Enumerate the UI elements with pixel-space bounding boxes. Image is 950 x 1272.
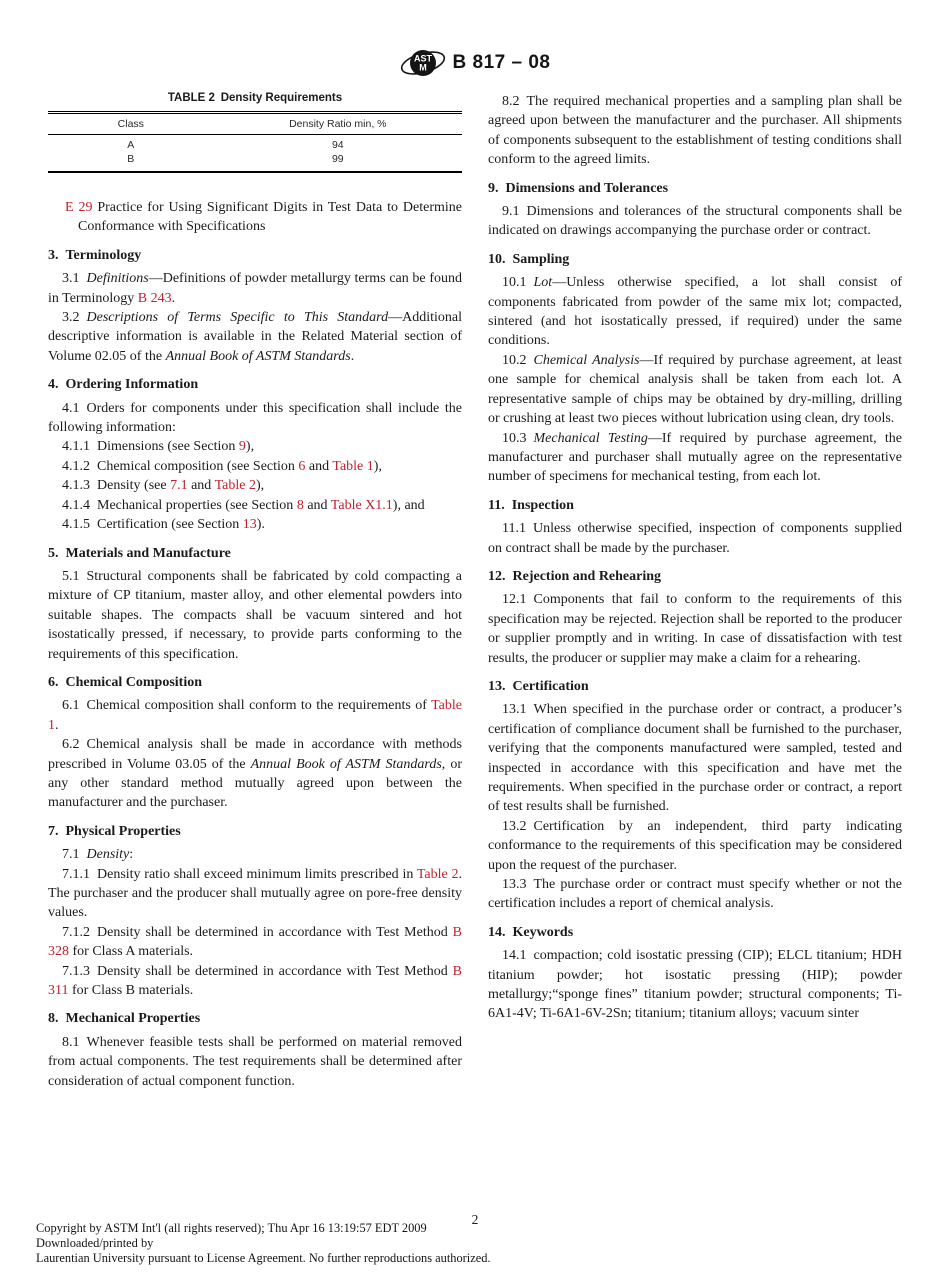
text-run: ), bbox=[245, 439, 255, 455]
section-heading: 4. Ordering Information bbox=[48, 377, 199, 393]
text-run: 10.2 bbox=[502, 352, 534, 368]
table-2-density-requirements bbox=[48, 92, 462, 173]
text-run: —If required by purchase agreement, the manufacturer and purchaser shall mutually agree on the representative number of specimens for mechanical testing, from each lot. bbox=[488, 430, 902, 485]
table-column-header-density-ratio: Density Ratio min, % bbox=[289, 118, 387, 130]
cross-reference-link[interactable]: Table 1 bbox=[332, 458, 374, 474]
cross-reference-link[interactable]: 13 bbox=[242, 517, 257, 533]
paragraph bbox=[48, 923, 462, 962]
table-title: TABLE 2 Density Requirements bbox=[167, 92, 343, 104]
text-run: Definitions bbox=[86, 271, 149, 287]
paragraph bbox=[488, 351, 902, 429]
cross-reference-link[interactable]: Table 2 bbox=[416, 866, 459, 882]
paragraph bbox=[488, 429, 902, 487]
section-heading: 9. Dimensions and Tolerances bbox=[488, 180, 669, 196]
paragraph bbox=[48, 696, 462, 735]
astm-logo-icon bbox=[400, 44, 446, 82]
text-run: 4.1.3 Density (see bbox=[62, 478, 171, 494]
section-heading: 10. Sampling bbox=[488, 251, 570, 267]
paragraph bbox=[48, 399, 462, 438]
text-run: 3.1 bbox=[62, 271, 87, 287]
text-run: . bbox=[171, 290, 176, 306]
cross-reference-link[interactable]: B 243 bbox=[137, 290, 172, 306]
text-run: —If required by purchase agreement, at least one sample for chemical analysis shall be taken from each lot. A representative sample of chips may be obtained by dry-milling, drilling or crushing at least two pieces without lubrication using clean, dry tools. bbox=[488, 352, 902, 427]
text-run: and bbox=[187, 478, 215, 494]
cross-reference-link[interactable]: Table 2 bbox=[214, 478, 256, 494]
table-column-header-class: Class bbox=[117, 118, 144, 130]
text-run: ), bbox=[373, 458, 382, 474]
table-grid bbox=[48, 111, 462, 173]
left-text-column bbox=[48, 198, 462, 1091]
text-run: 4.1.4 Mechanical properties (see Section bbox=[62, 497, 297, 513]
paragraph bbox=[48, 269, 462, 308]
text-run: —Unless otherwise specified, a lot shall consist of components fabricated from powder of the same mix lot; compacted, sintered (and hot isostatically pressed, if required) under the same conditions. bbox=[488, 275, 902, 349]
text-run: . bbox=[55, 717, 59, 733]
text-run: Lot bbox=[533, 275, 553, 291]
text-run: : bbox=[129, 847, 134, 863]
reference-entry bbox=[48, 198, 462, 237]
text-run: 11.1 Unless otherwise specified, inspection of components supplied on contract shall be made by the purchaser. bbox=[488, 521, 902, 556]
document-code: B 817 – 08 bbox=[452, 52, 551, 73]
paragraph bbox=[488, 92, 902, 170]
cross-reference-link[interactable]: Table X1.1 bbox=[330, 497, 393, 513]
text-run: 12.1 Components that fail to conform to the requirements of this specification may be rejected. Rejection shall be reported to the producer or supplier promptly and in writing. In case of dissatisfaction with test results, the producer or supplier may make a claim for a rehearing. bbox=[488, 592, 902, 666]
footer bbox=[36, 1221, 491, 1267]
cross-reference-link[interactable]: 7.1 bbox=[170, 478, 188, 494]
paragraph bbox=[48, 457, 462, 476]
cross-reference-link[interactable]: 8 bbox=[296, 497, 304, 513]
text-run: 5.1 Structural components shall be fabricated by cold compacting a mixture of CP titanium, master alloy, and other elemental powders into suitable shapes. The compacts shall be vacuum sintered and hot isostatically pressed, if necessary, to provide parts conforming to the requirements of this specification. bbox=[48, 568, 462, 662]
text-run: Chemical Analysis bbox=[533, 352, 640, 368]
text-run: 9.1 Dimensions and tolerances of the structural components shall be indicated on drawings accompanying the purchase order or contract. bbox=[488, 204, 902, 239]
paragraph bbox=[48, 437, 462, 456]
footer-copyright-line: Copyright by ASTM Int'l (all rights reserved); Thu Apr 16 13:19:57 EDT 2009 bbox=[36, 1221, 427, 1235]
text-run: 6.1 Chemical composition shall conform to the requirements of bbox=[62, 698, 432, 714]
section-heading: 12. Rejection and Rehearing bbox=[488, 568, 662, 584]
text-run: 4.1.1 Dimensions (see Section bbox=[62, 439, 239, 455]
text-run: ). bbox=[256, 517, 265, 533]
cross-reference-link[interactable]: B 328 bbox=[48, 924, 462, 960]
text-run: 7.1.2 Density shall be determined in accordance with Test Method bbox=[62, 924, 453, 940]
paragraph bbox=[48, 962, 462, 1001]
text-run: . bbox=[350, 348, 355, 364]
section-heading: 14. Keywords bbox=[488, 924, 574, 940]
text-run: 8.2 The required mechanical properties and a sampling plan shall be agreed upon between the manufacturer and the purchaser. All shipments of components subsequent to the establishment of testing conditions shall conform to the agreed limits. bbox=[488, 94, 902, 168]
cross-reference-link[interactable]: 6 bbox=[298, 458, 306, 474]
text-run: for Class A materials. bbox=[69, 944, 194, 960]
paragraph bbox=[48, 308, 462, 366]
paragraph bbox=[48, 567, 462, 664]
text-run: Density bbox=[86, 847, 130, 863]
paragraph bbox=[48, 515, 462, 534]
paragraph bbox=[488, 590, 902, 668]
text-run: —Additional descriptive information is available in the Related Material section of Volume 02.05 of the bbox=[48, 310, 462, 364]
text-run: and bbox=[303, 497, 331, 513]
paragraph bbox=[48, 735, 462, 813]
text-run: Annual Book of ASTM Standards bbox=[165, 348, 351, 364]
section-heading: 11. Inspection bbox=[488, 497, 574, 513]
text-run: Mechanical Testing bbox=[533, 430, 648, 446]
footer-license-line: Laurentian University pursuant to License Agreement. No further reproductions authorized. bbox=[36, 1251, 491, 1266]
text-run: , or any other standard method mutually agreed upon between the manufacturer and the purchaser. bbox=[48, 756, 462, 811]
paragraph bbox=[488, 202, 902, 241]
table-row bbox=[48, 153, 462, 167]
paragraph bbox=[488, 946, 902, 1024]
text-run: for Class B materials. bbox=[68, 983, 194, 999]
table-row bbox=[48, 139, 462, 153]
text-run: Annual Book of ASTM Standards bbox=[250, 756, 442, 772]
section-heading: 7. Physical Properties bbox=[48, 823, 181, 839]
text-run: 10.1 bbox=[502, 275, 534, 291]
section-heading: 5. Materials and Manufacture bbox=[48, 545, 231, 561]
text-run: 4.1 Orders for components under this specification shall include the following information: bbox=[48, 400, 462, 436]
paragraph bbox=[488, 273, 902, 351]
section-heading: 3. Terminology bbox=[48, 247, 142, 263]
text-run: and bbox=[305, 458, 333, 474]
cross-reference-link[interactable]: E 29 bbox=[65, 200, 93, 215]
text-run: —Definitions of powder metallurgy terms can be found in Terminology bbox=[48, 271, 462, 306]
svg-text:AST: AST bbox=[413, 53, 432, 64]
paragraph bbox=[48, 476, 462, 495]
paragraph bbox=[488, 519, 902, 558]
text-run: 6.2 Chemical analysis shall be made in accordance with methods prescribed in Volume 03.05 of the bbox=[48, 737, 462, 772]
text-run: 7.1 bbox=[62, 847, 87, 863]
document-header bbox=[0, 44, 950, 82]
table-cell-class: A bbox=[127, 139, 135, 151]
section-heading: 8. Mechanical Properties bbox=[48, 1011, 201, 1027]
cross-reference-link[interactable]: Table 1 bbox=[48, 698, 462, 733]
page-number: 2 bbox=[471, 1212, 479, 1227]
paragraph bbox=[488, 817, 902, 875]
text-run: Practice for Using Significant Digits in Test Data to Determine Conformance with Specifications bbox=[78, 200, 462, 235]
table-cell-density-ratio: 94 bbox=[331, 139, 344, 151]
section-heading: 13. Certification bbox=[488, 678, 589, 694]
svg-text:M: M bbox=[418, 62, 427, 73]
text-run: 7.1.3 Density shall be determined in accordance with Test Method bbox=[62, 963, 453, 979]
paragraph bbox=[48, 845, 462, 864]
footer-downloaded-line: Downloaded/printed by bbox=[36, 1236, 154, 1251]
text-run: 4.1.5 Certification (see Section bbox=[62, 517, 243, 533]
table-header-row bbox=[48, 114, 462, 135]
text-run: 13.1 When specified in the purchase order or contract, a producer’s certification of compliance document shall be furnished to the purchaser, verifying that the components manufactured were sampled, tested and inspected in accordance with this specification and have met the requirements. When specified in the purchase order or contract, a report of test results shall be furnished. bbox=[488, 702, 902, 815]
section-heading: 6. Chemical Composition bbox=[48, 674, 202, 690]
cross-reference-link[interactable]: 9 bbox=[238, 439, 246, 455]
paragraph bbox=[48, 1033, 462, 1091]
text-run: . The purchaser and the producer shall mutually agree on pore-free density values. bbox=[48, 866, 462, 921]
text-run: 13.3 The purchase order or contract must specify whether or not the certification includes a report of chemical analysis. bbox=[488, 877, 902, 912]
paragraph bbox=[488, 700, 902, 816]
text-run: 3.2 bbox=[62, 310, 87, 326]
text-run: 14.1 compaction; cold isostatic pressing (CIP); ELCL titanium; HDH titanium powder; hot isostatic pressing (HIP); powder metallurgy;“sponge fines” titanium powder; structural components; Ti-6A1-4V; Ti-6A1-6V-2Sn; titanium; titanium alloys; vacuum sinter bbox=[488, 948, 902, 1022]
text-run: Descriptions of Terms Specific to This Standard bbox=[86, 310, 389, 326]
text-run: 10.3 bbox=[502, 430, 534, 446]
paragraph bbox=[488, 875, 902, 914]
table-cell-class: B bbox=[127, 152, 135, 165]
text-run: ), and bbox=[392, 497, 425, 513]
text-run: ), bbox=[255, 478, 265, 494]
paragraph bbox=[48, 865, 462, 923]
paragraph bbox=[48, 496, 462, 515]
text-run: 7.1.1 Density ratio shall exceed minimum limits prescribed in bbox=[62, 866, 417, 882]
text-run: 4.1.2 Chemical composition (see Section bbox=[62, 458, 299, 474]
cross-reference-link[interactable]: B 311 bbox=[48, 963, 462, 999]
text-run: 8.1 Whenever feasible tests shall be performed on material removed from actual components. The test requirements shall be determined after consideration of actual component function. bbox=[48, 1034, 462, 1089]
table-body bbox=[48, 135, 462, 171]
text-run: 13.2 Certification by an independent, third party indicating conformance to the requirements of this specification may be considered upon the request of the purchaser. bbox=[488, 818, 902, 873]
right-text-column bbox=[488, 92, 902, 1024]
table-cell-density-ratio: 99 bbox=[331, 152, 344, 165]
